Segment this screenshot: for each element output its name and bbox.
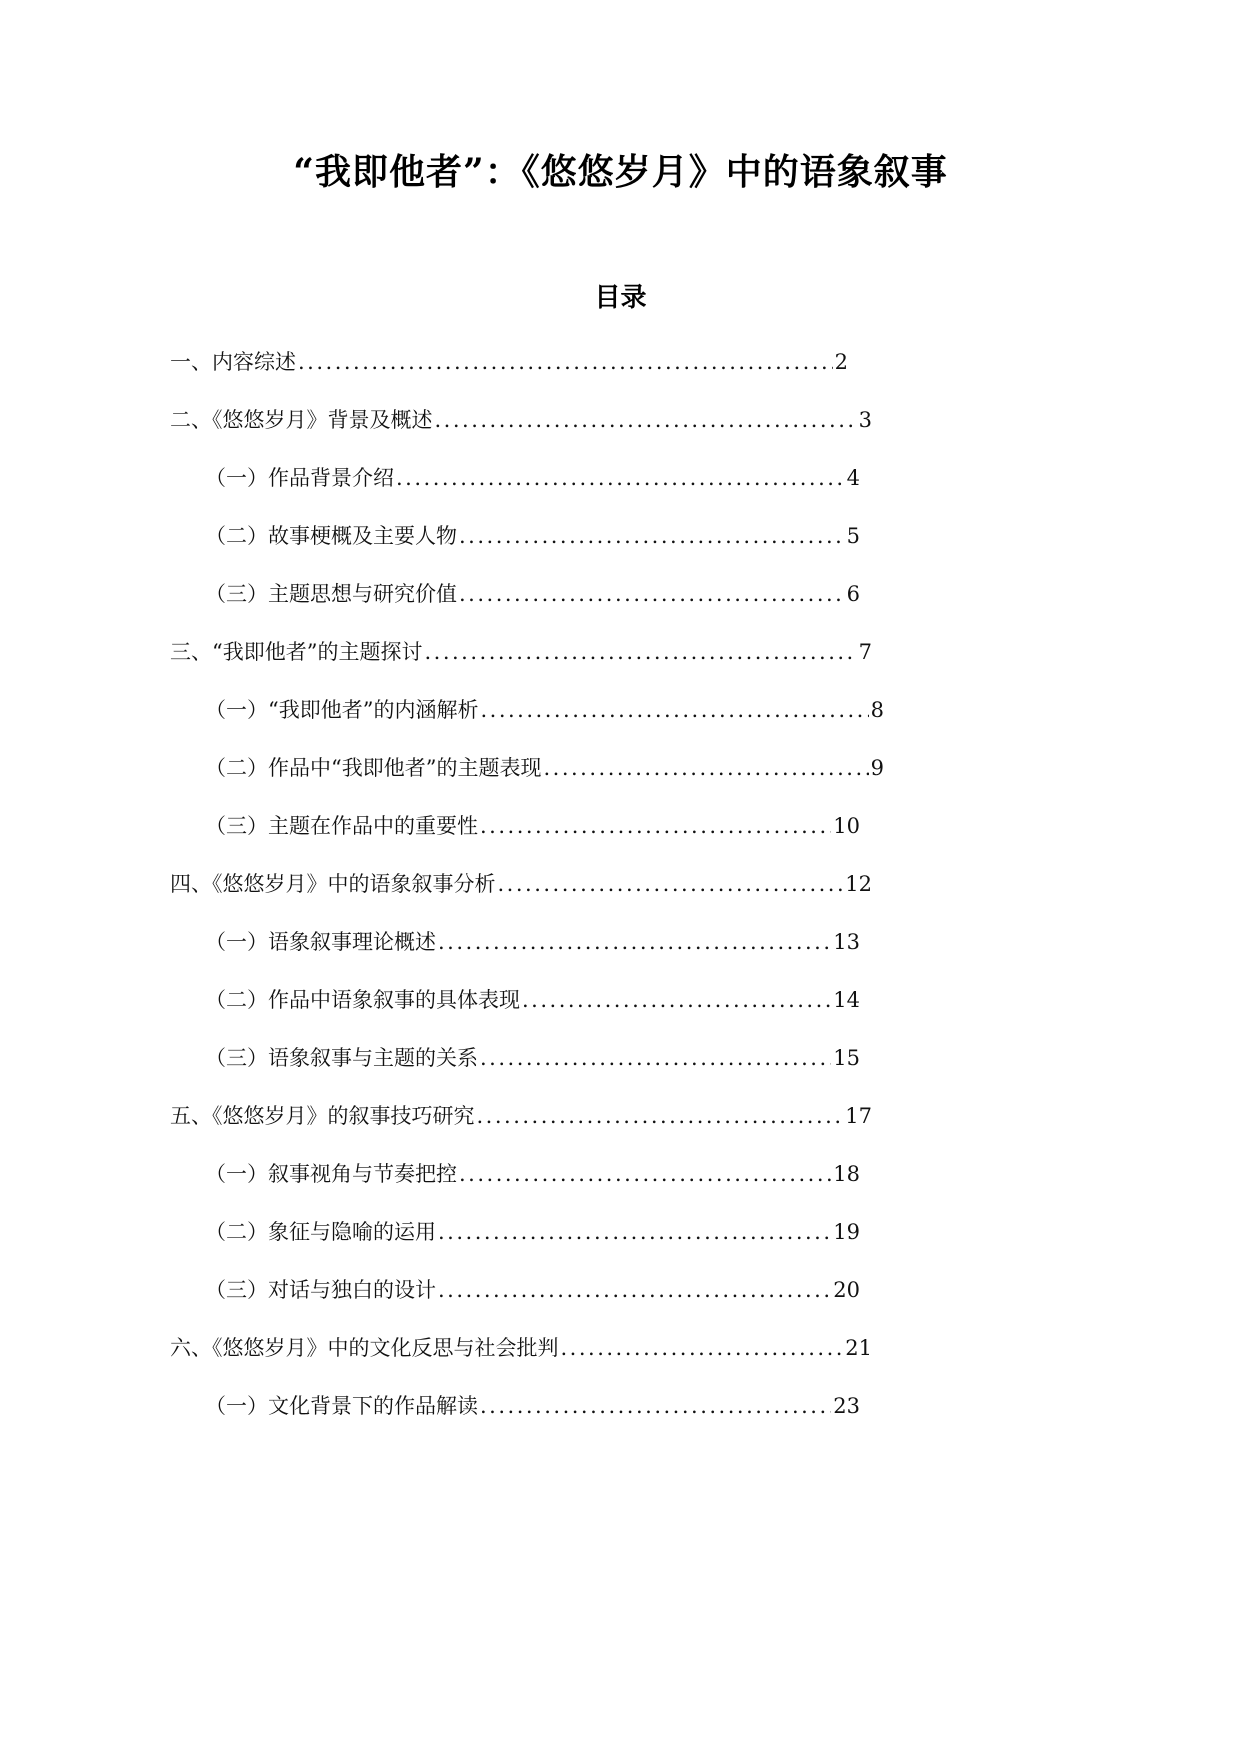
toc-entry-page-number: 9 bbox=[870, 756, 884, 780]
toc-entry-title: （三）主题在作品中的重要性 bbox=[205, 814, 478, 838]
toc-entry[interactable] bbox=[170, 635, 872, 669]
toc-entry-page-number: 3 bbox=[858, 408, 872, 432]
toc-entry-title: （一）语象叙事理论概述 bbox=[205, 930, 436, 954]
toc-entry[interactable] bbox=[205, 1041, 860, 1075]
toc-entry-page-number: 23 bbox=[833, 1394, 860, 1418]
toc-entry-page-number: 13 bbox=[833, 930, 860, 954]
toc-entry[interactable] bbox=[170, 345, 848, 379]
dot-leader bbox=[424, 635, 856, 669]
toc-entry-title: （一）文化背景下的作品解读 bbox=[205, 1394, 478, 1418]
toc-entry[interactable] bbox=[170, 1099, 872, 1133]
document-title: “我即他者”：《悠悠岁月》中的语象叙事 bbox=[293, 151, 948, 193]
toc-entry-title: （二）故事梗概及主要人物 bbox=[205, 524, 457, 548]
dot-leader bbox=[396, 461, 845, 495]
toc-entry[interactable] bbox=[170, 1331, 872, 1365]
toc-entry[interactable] bbox=[205, 461, 860, 495]
toc-entry[interactable] bbox=[205, 983, 860, 1017]
dot-leader bbox=[298, 345, 833, 379]
toc-entry[interactable] bbox=[205, 1389, 860, 1423]
dot-leader bbox=[459, 1157, 831, 1191]
dot-leader bbox=[459, 519, 845, 553]
dot-leader bbox=[459, 577, 845, 611]
toc-entry-page-number: 12 bbox=[845, 872, 872, 896]
toc-entry-title: 二、《悠悠岁月》背景及概述 bbox=[170, 408, 433, 432]
toc-entry[interactable] bbox=[205, 809, 860, 843]
toc-entry-title: 一、内容综述 bbox=[170, 350, 296, 374]
dot-leader bbox=[522, 983, 831, 1017]
dot-leader bbox=[480, 1389, 831, 1423]
toc-heading: 目录 bbox=[594, 283, 647, 313]
toc-entry-page-number: 8 bbox=[870, 698, 884, 722]
toc-entry-page-number: 14 bbox=[833, 988, 860, 1012]
toc-entry-page-number: 4 bbox=[846, 466, 860, 490]
toc-entry[interactable] bbox=[170, 403, 872, 437]
toc-entry-title: （二）作品中“我即他者”的主题表现 bbox=[205, 756, 542, 780]
toc-entry-page-number: 19 bbox=[833, 1220, 860, 1244]
dot-leader bbox=[477, 1099, 844, 1133]
toc-entry-title: （三）对话与独白的设计 bbox=[205, 1278, 436, 1302]
toc-entry-page-number: 6 bbox=[846, 582, 860, 606]
toc-entry-title: （三）主题思想与研究价值 bbox=[205, 582, 457, 606]
toc-entry-title: （一）作品背景介绍 bbox=[205, 466, 394, 490]
toc-entry-title: （三）语象叙事与主题的关系 bbox=[205, 1046, 478, 1070]
toc-entry-title: （一）叙事视角与节奏把控 bbox=[205, 1162, 457, 1186]
toc-entry[interactable] bbox=[205, 925, 860, 959]
dot-leader bbox=[561, 1331, 844, 1365]
toc-entry-page-number: 7 bbox=[858, 640, 872, 664]
toc-entry[interactable] bbox=[205, 1273, 860, 1307]
toc-entry-title: 六、《悠悠岁月》中的文化反思与社会批判 bbox=[170, 1336, 559, 1360]
toc-entry-title: （二）作品中语象叙事的具体表现 bbox=[205, 988, 520, 1012]
toc-entry-title: （二）象征与隐喻的运用 bbox=[205, 1220, 436, 1244]
dot-leader bbox=[438, 925, 831, 959]
toc-entry[interactable] bbox=[205, 519, 860, 553]
toc-entry-page-number: 2 bbox=[834, 350, 848, 374]
toc-entry-page-number: 17 bbox=[845, 1104, 872, 1128]
toc-entry-page-number: 10 bbox=[833, 814, 860, 838]
dot-leader bbox=[438, 1273, 831, 1307]
dot-leader bbox=[498, 867, 844, 901]
toc-entry[interactable] bbox=[205, 751, 884, 785]
toc-entry-page-number: 5 bbox=[846, 524, 860, 548]
toc-entry-title: （一）“我即他者”的内涵解析 bbox=[205, 698, 479, 722]
dot-leader bbox=[480, 809, 831, 843]
toc-entry[interactable] bbox=[205, 577, 860, 611]
toc-entry[interactable] bbox=[205, 1215, 860, 1249]
toc-entry-page-number: 15 bbox=[833, 1046, 860, 1070]
dot-leader bbox=[480, 693, 868, 727]
toc-entry-page-number: 18 bbox=[833, 1162, 860, 1186]
toc-entry[interactable] bbox=[205, 693, 884, 727]
dot-leader bbox=[435, 403, 857, 437]
toc-entry-title: 五、《悠悠岁月》的叙事技巧研究 bbox=[170, 1104, 475, 1128]
toc-entry-title: 三、“我即他者”的主题探讨 bbox=[170, 640, 423, 664]
dot-leader bbox=[543, 751, 868, 785]
toc-entry-title: 四、《悠悠岁月》中的语象叙事分析 bbox=[170, 872, 496, 896]
toc-entry-page-number: 20 bbox=[833, 1278, 860, 1302]
dot-leader bbox=[480, 1041, 831, 1075]
toc-entry[interactable] bbox=[170, 867, 872, 901]
toc-entry-page-number: 21 bbox=[845, 1336, 872, 1360]
dot-leader bbox=[438, 1215, 831, 1249]
toc-entry[interactable] bbox=[205, 1157, 860, 1191]
